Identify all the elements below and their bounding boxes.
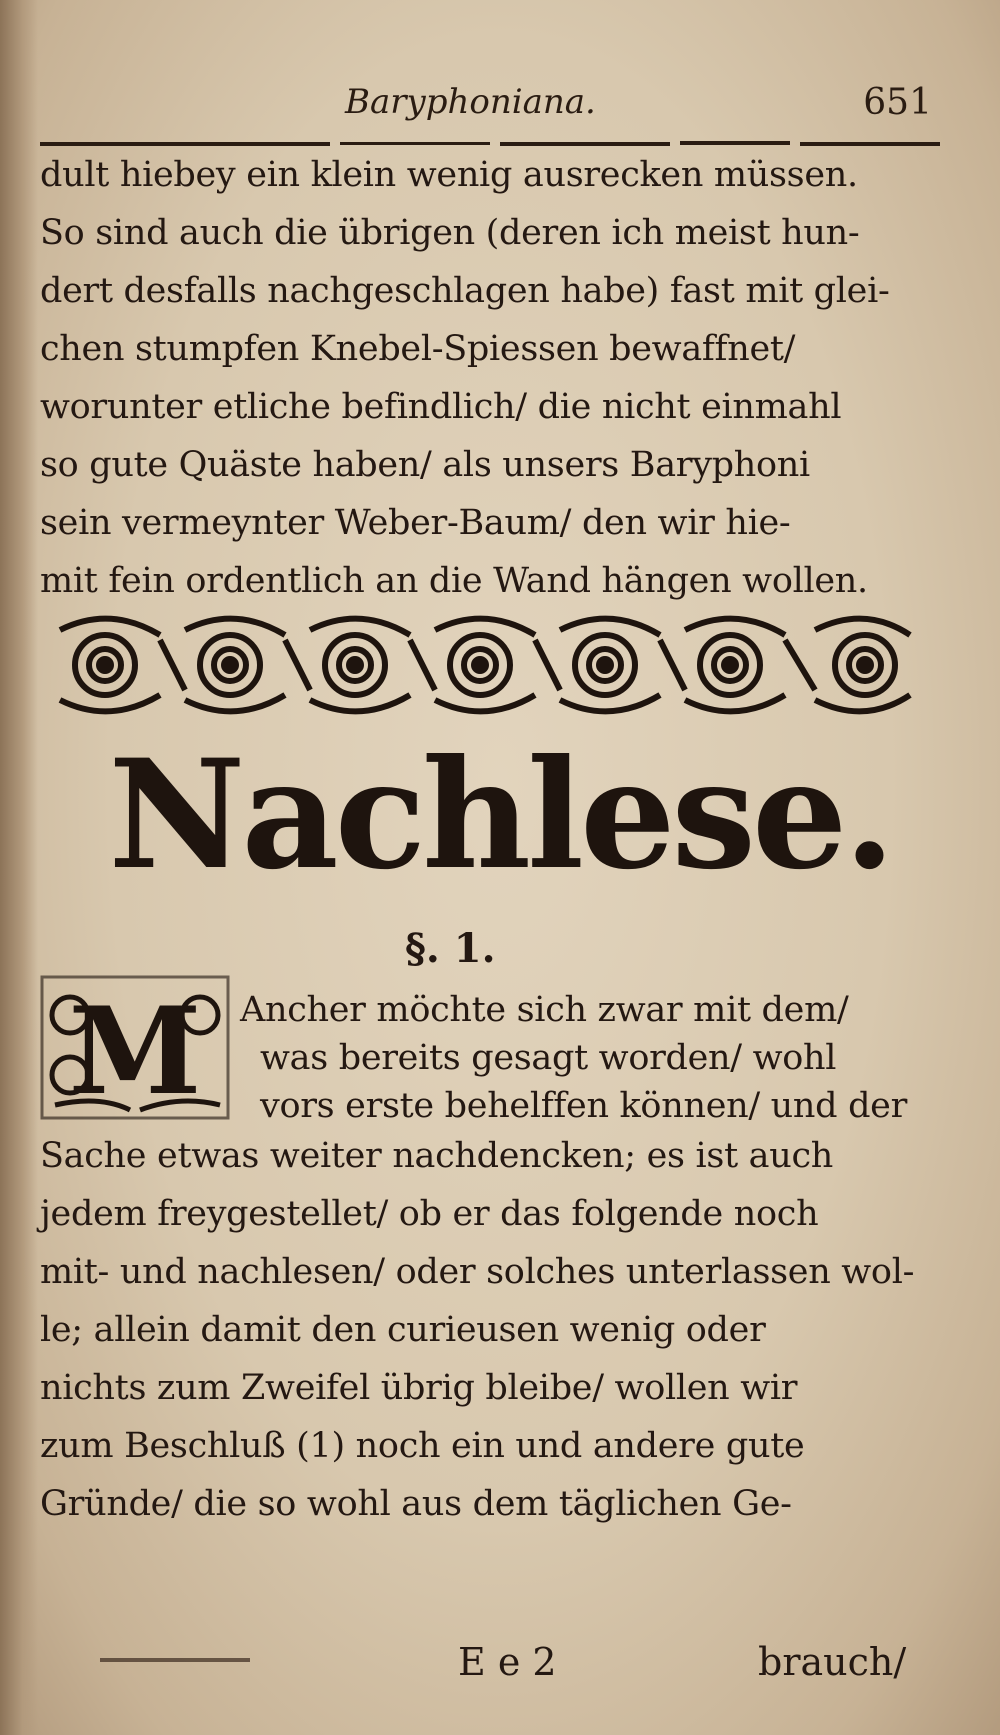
section-heading: Nachlese. bbox=[108, 727, 892, 903]
text-line: jedem freygestellet/ ob er das folgende noch bbox=[40, 1194, 819, 1234]
text-line: zum Beschluß (1) noch ein und andere gute bbox=[40, 1426, 805, 1466]
text-line: vors erste behelffen können/ und der bbox=[260, 1086, 908, 1126]
text-line: mit fein ordentlich an die Wand hängen wollen. bbox=[40, 561, 868, 601]
text-line: Sache etwas weiter nachdencken; es ist auch bbox=[40, 1136, 834, 1176]
page-header bbox=[40, 82, 940, 132]
text-line: nichts zum Zweifel übrig bleibe/ wollen wir bbox=[40, 1368, 798, 1408]
dropcap-letter: M bbox=[68, 981, 202, 1120]
running-title: Baryphoniana. bbox=[345, 82, 596, 122]
section-number: §. 1. bbox=[405, 925, 496, 972]
text-line: le; allein damit den curieusen wenig oder bbox=[40, 1310, 766, 1350]
printer-signature: E e 2 bbox=[458, 1640, 557, 1684]
page-number: 651 bbox=[863, 82, 932, 123]
text-line: dult hiebey ein klein wenig ausrecken müssen. bbox=[40, 155, 858, 195]
text-line: Ancher möchte sich zwar mit dem/ bbox=[240, 990, 849, 1030]
text-line: so gute Quäste haben/ als unsers Baryphoni bbox=[40, 445, 810, 485]
decorative-ornament-band bbox=[50, 610, 920, 720]
catchword: brauch/ bbox=[758, 1640, 907, 1684]
text-line: chen stumpfen Knebel-Spiessen bewaffnet/ bbox=[40, 329, 796, 369]
text-line: worunter etliche befindlich/ die nicht einmahl bbox=[40, 387, 842, 427]
footer-rule bbox=[100, 1658, 250, 1662]
text-line: So sind auch die übrigen (deren ich meist hun- bbox=[40, 213, 860, 253]
text-line: sein vermeynter Weber-Baum/ den wir hie- bbox=[40, 503, 791, 543]
text-line: dert desfalls nachgeschlagen habe) fast mit glei- bbox=[40, 271, 890, 311]
text-line: mit- und nachlesen/ oder solches unterlassen wol- bbox=[40, 1252, 915, 1292]
text-line: Gründe/ die so wohl aus dem täglichen Ge- bbox=[40, 1484, 792, 1524]
decorated-initial bbox=[40, 975, 230, 1120]
text-line: was bereits gesagt worden/ wohl bbox=[260, 1038, 837, 1078]
